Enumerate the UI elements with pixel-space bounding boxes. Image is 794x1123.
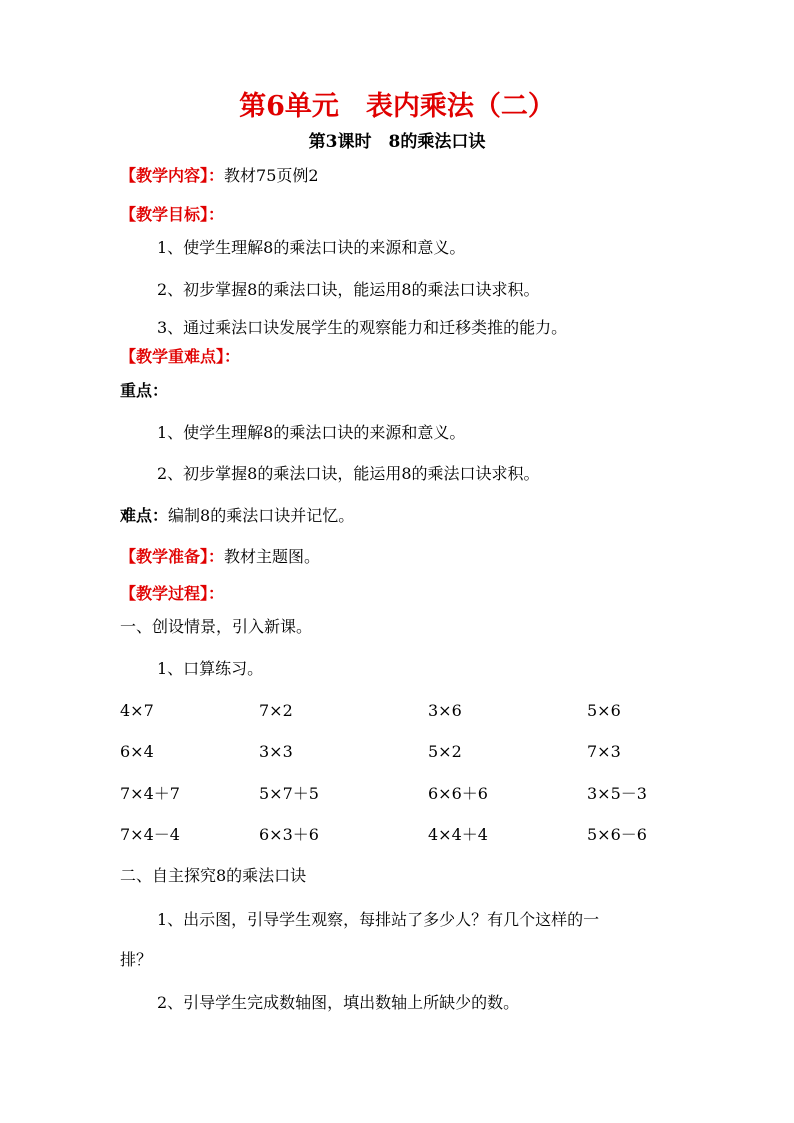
sub-heading: 1、口算练习。 xyxy=(157,659,264,678)
goal-item: 2、初步掌握8的乘法口诀，能运用8的乘法口诀求积。 xyxy=(157,280,540,299)
content-row xyxy=(120,166,319,186)
calc-item: 3×3 xyxy=(259,742,293,761)
calc-item: 6×3＋6 xyxy=(259,825,319,844)
lesson-subtitle: 第3课时 8的乘法口诀 xyxy=(308,132,486,152)
calc-item: 5×6－6 xyxy=(587,825,647,844)
process-label: 【教学过程】： xyxy=(120,584,225,603)
content-text: 教材75页例2 xyxy=(224,166,319,185)
goal-item: 1、使学生理解8的乘法口诀的来源和意义。 xyxy=(157,238,466,257)
prep-text: 教材主题图。 xyxy=(224,547,321,566)
calc-item: 6×4 xyxy=(120,742,154,761)
step-text-continued: 排？ xyxy=(120,950,153,969)
calc-item: 7×2 xyxy=(259,701,293,720)
goal-item: 3、通过乘法口诀发展学生的观察能力和迁移类推的能力。 xyxy=(157,318,568,337)
calc-item: 7×4－4 xyxy=(120,825,180,844)
calc-item: 3×6 xyxy=(428,701,462,720)
key-item: 2、初步掌握8的乘法口诀，能运用8的乘法口诀求积。 xyxy=(157,464,540,483)
calc-item: 5×7＋5 xyxy=(259,784,319,803)
calc-item: 5×2 xyxy=(428,742,462,761)
calc-item: 7×3 xyxy=(587,742,621,761)
key-item: 1、使学生理解8的乘法口诀的来源和意义。 xyxy=(157,423,466,442)
goals-label: 【教学目标】： xyxy=(120,205,225,224)
calc-item: 4×4＋4 xyxy=(428,825,488,844)
page-title: 第6单元 表内乘法（二） xyxy=(239,91,555,122)
step-text: 1、出示图，引导学生观察，每排站了多少人？有几个这样的一 xyxy=(157,910,600,929)
calc-item: 7×4＋7 xyxy=(120,784,180,803)
keypoints-label: 【教学重难点】： xyxy=(120,347,241,366)
key-label: 重点： xyxy=(120,381,169,400)
calc-item: 3×5－3 xyxy=(587,784,647,803)
calc-item: 4×7 xyxy=(120,701,154,720)
section-heading: 二、自主探究8的乘法口诀 xyxy=(120,866,307,885)
calc-item: 5×6 xyxy=(587,701,621,720)
calc-item: 6×6＋6 xyxy=(428,784,488,803)
difficult-row xyxy=(120,506,354,526)
difficult-label: 难点： xyxy=(120,506,169,525)
content-label: 【教学内容】： xyxy=(120,166,225,185)
section-heading: 一、创设情景，引入新课。 xyxy=(120,617,313,636)
step-text: 2、引导学生完成数轴图，填出数轴上所缺少的数。 xyxy=(157,993,520,1012)
prep-row xyxy=(120,547,320,567)
prep-label: 【教学准备】： xyxy=(120,547,225,566)
difficult-text: 编制8的乘法口诀并记忆。 xyxy=(168,506,355,525)
